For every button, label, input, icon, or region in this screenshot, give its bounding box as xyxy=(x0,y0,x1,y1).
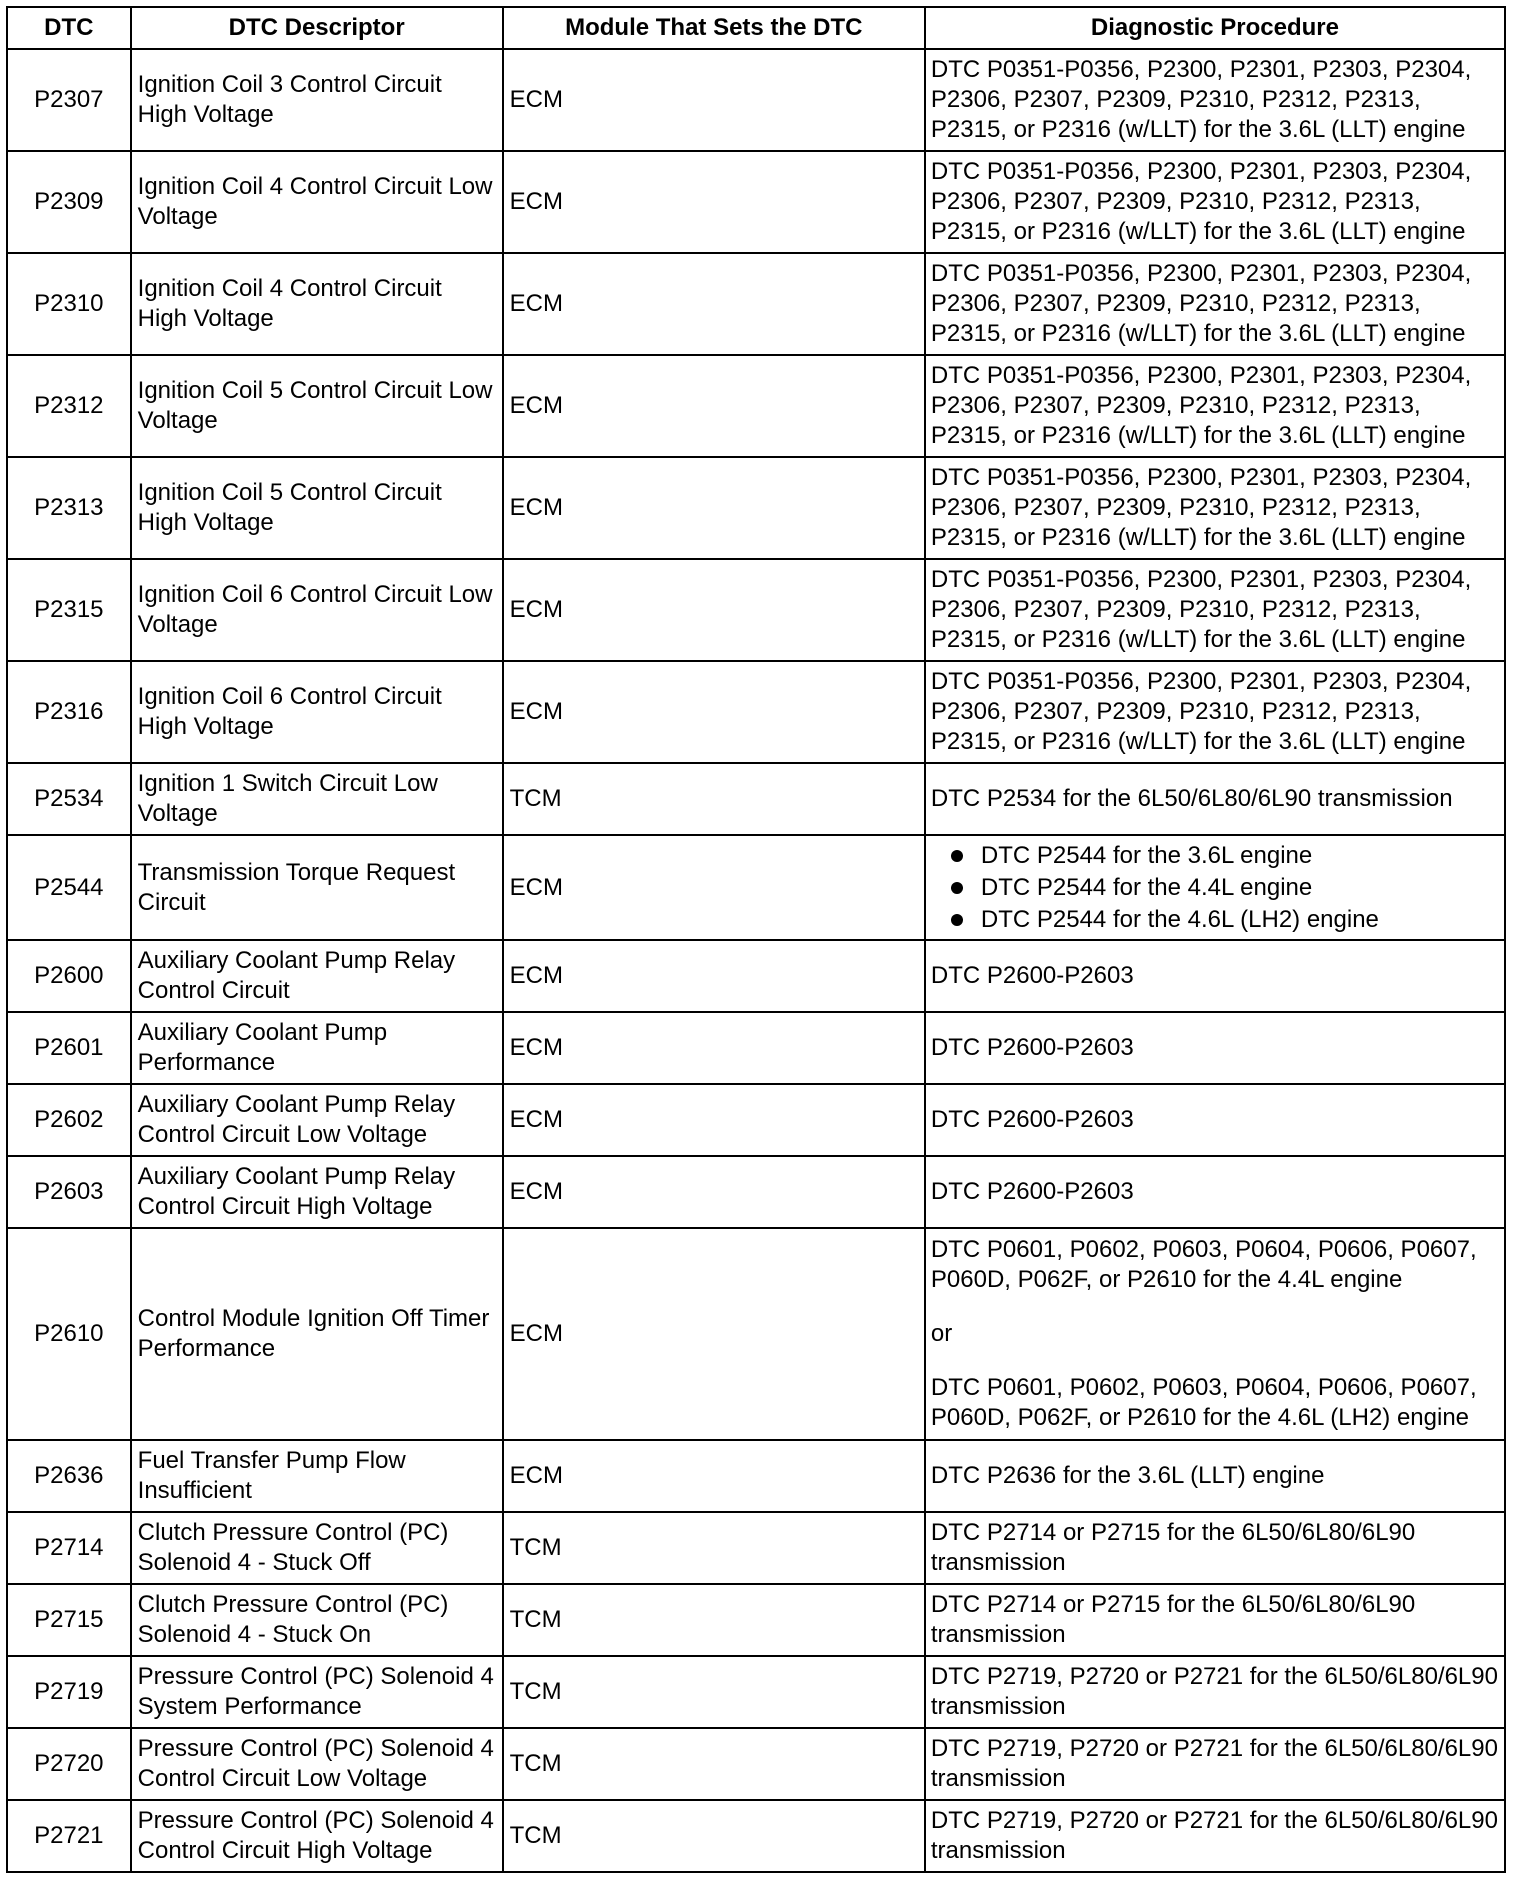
dtc-descriptor: Ignition Coil 3 Control Circuit High Voltage xyxy=(131,49,503,151)
dtc-descriptor: Pressure Control (PC) Solenoid 4 Control Circuit Low Voltage xyxy=(131,1728,503,1800)
dtc-code: P2544 xyxy=(7,835,131,940)
dtc-descriptor: Pressure Control (PC) Solenoid 4 System Performance xyxy=(131,1656,503,1728)
header-module: Module That Sets the DTC xyxy=(503,7,925,49)
table-row xyxy=(7,253,1505,355)
dtc-procedure-link[interactable]: DTC P2600-P2603 xyxy=(925,1156,1505,1228)
dtc-module: ECM xyxy=(503,49,925,151)
dtc-module: ECM xyxy=(503,940,925,1012)
dtc-module: ECM xyxy=(503,1440,925,1512)
dtc-procedure-link[interactable]: DTC P2714 or P2715 for the 6L50/6L80/6L90 transmission xyxy=(925,1512,1505,1584)
table-row xyxy=(7,940,1505,1012)
dtc-module: TCM xyxy=(503,1728,925,1800)
bullet-icon xyxy=(951,882,963,894)
dtc-procedure-link[interactable]: DTC P2719, P2720 or P2721 for the 6L50/6L80/6L90 transmission xyxy=(925,1728,1505,1800)
dtc-procedure-link[interactable]: DTC P2544 for the 3.6L engine xyxy=(980,841,1313,869)
table-row xyxy=(7,1156,1505,1228)
header-procedure: Diagnostic Procedure xyxy=(925,7,1505,49)
dtc-descriptor: Control Module Ignition Off Timer Performance xyxy=(131,1228,503,1440)
dtc-procedure-link[interactable]: DTC P2600-P2603 xyxy=(925,1012,1505,1084)
dtc-module: ECM xyxy=(503,1012,925,1084)
dtc-module: ECM xyxy=(503,457,925,559)
dtc-code: P2714 xyxy=(7,1512,131,1584)
list-item xyxy=(951,872,1500,904)
dtc-procedure-link[interactable]: DTC P2600-P2603 xyxy=(925,1084,1505,1156)
dtc-procedure-link[interactable]: DTC P2544 for the 4.6L (LH2) engine xyxy=(980,905,1379,933)
dtc-code: P2721 xyxy=(7,1800,131,1872)
dtc-descriptor: Ignition Coil 6 Control Circuit High Voltage xyxy=(131,661,503,763)
dtc-procedure-list xyxy=(925,835,1505,940)
procedure-or-text: or xyxy=(930,1320,953,1347)
header-descriptor: DTC Descriptor xyxy=(131,7,503,49)
table-row xyxy=(7,835,1505,940)
bullet-icon xyxy=(951,914,963,926)
header-dtc: DTC xyxy=(7,7,131,49)
dtc-procedure-link[interactable]: DTC P0351-P0356, P2300, P2301, P2303, P2304, P2306, P2307, P2309, P2310, P2312, P2313, P2315, or P2316 (w/LLT) for the 3.6L (LLT) engine xyxy=(925,661,1505,763)
table-row xyxy=(7,49,1505,151)
dtc-module: ECM xyxy=(503,1228,925,1440)
dtc-procedure-link[interactable]: DTC P0351-P0356, P2300, P2301, P2303, P2304, P2306, P2307, P2309, P2310, P2312, P2313, P2315, or P2316 (w/LLT) for the 3.6L (LLT) engine xyxy=(925,151,1505,253)
dtc-module: TCM xyxy=(503,763,925,835)
table-row xyxy=(7,151,1505,253)
dtc-procedure-link[interactable]: DTC P0601, P0602, P0603, P0604, P0606, P0607, P060D, P062F, or P2610 for the 4.4L engine xyxy=(930,1236,1477,1293)
table-row xyxy=(7,559,1505,661)
dtc-descriptor: Ignition 1 Switch Circuit Low Voltage xyxy=(131,763,503,835)
dtc-descriptor: Ignition Coil 5 Control Circuit Low Voltage xyxy=(131,355,503,457)
dtc-module: ECM xyxy=(503,355,925,457)
dtc-module: TCM xyxy=(503,1584,925,1656)
dtc-procedure-link[interactable]: DTC P2534 for the 6L50/6L80/6L90 transmission xyxy=(925,763,1505,835)
table-row xyxy=(7,1012,1505,1084)
spacer xyxy=(931,1295,1500,1319)
dtc-descriptor: Ignition Coil 4 Control Circuit Low Voltage xyxy=(131,151,503,253)
dtc-descriptor: Pressure Control (PC) Solenoid 4 Control Circuit High Voltage xyxy=(131,1800,503,1872)
dtc-module: TCM xyxy=(503,1800,925,1872)
dtc-procedure-link[interactable]: DTC P0351-P0356, P2300, P2301, P2303, P2304, P2306, P2307, P2309, P2310, P2312, P2313, P2315, or P2316 (w/LLT) for the 3.6L (LLT) engine xyxy=(925,559,1505,661)
dtc-descriptor: Auxiliary Coolant Pump Performance xyxy=(131,1012,503,1084)
dtc-table xyxy=(6,6,1506,1873)
table-row xyxy=(7,355,1505,457)
dtc-code: P2719 xyxy=(7,1656,131,1728)
dtc-module: ECM xyxy=(503,1156,925,1228)
dtc-descriptor: Ignition Coil 6 Control Circuit Low Voltage xyxy=(131,559,503,661)
dtc-code: P2715 xyxy=(7,1584,131,1656)
table-row xyxy=(7,1440,1505,1512)
table-row xyxy=(7,1084,1505,1156)
dtc-module: ECM xyxy=(503,151,925,253)
dtc-code: P2603 xyxy=(7,1156,131,1228)
dtc-procedure-link[interactable]: DTC P2719, P2720 or P2721 for the 6L50/6L80/6L90 transmission xyxy=(925,1800,1505,1872)
table-row xyxy=(7,1800,1505,1872)
table-header-row xyxy=(7,7,1505,49)
dtc-descriptor: Ignition Coil 4 Control Circuit High Voltage xyxy=(131,253,503,355)
table-row xyxy=(7,1584,1505,1656)
table-row xyxy=(7,763,1505,835)
dtc-descriptor: Ignition Coil 5 Control Circuit High Voltage xyxy=(131,457,503,559)
dtc-procedure-link[interactable]: DTC P2636 for the 3.6L (LLT) engine xyxy=(925,1440,1505,1512)
spacer xyxy=(931,1349,1500,1373)
dtc-code: P2534 xyxy=(7,763,131,835)
dtc-descriptor: Clutch Pressure Control (PC) Solenoid 4 - Stuck On xyxy=(131,1584,503,1656)
dtc-module: TCM xyxy=(503,1656,925,1728)
dtc-code: P2600 xyxy=(7,940,131,1012)
dtc-procedure-link[interactable]: DTC P0601, P0602, P0603, P0604, P0606, P0607, P060D, P062F, or P2610 for the 4.6L (LH2) engine xyxy=(930,1374,1477,1431)
dtc-procedure-link[interactable]: DTC P2714 or P2715 for the 6L50/6L80/6L90 transmission xyxy=(925,1584,1505,1656)
dtc-descriptor: Auxiliary Coolant Pump Relay Control Circuit Low Voltage xyxy=(131,1084,503,1156)
dtc-module: ECM xyxy=(503,1084,925,1156)
dtc-module: ECM xyxy=(503,559,925,661)
dtc-code: P2310 xyxy=(7,253,131,355)
list-item xyxy=(951,904,1500,936)
dtc-procedure-link[interactable]: DTC P0351-P0356, P2300, P2301, P2303, P2304, P2306, P2307, P2309, P2310, P2312, P2313, P2315, or P2316 (w/LLT) for the 3.6L (LLT) engine xyxy=(925,457,1505,559)
dtc-descriptor: Transmission Torque Request Circuit xyxy=(131,835,503,940)
dtc-table-sheet xyxy=(6,6,1506,1873)
dtc-module: ECM xyxy=(503,661,925,763)
dtc-module: ECM xyxy=(503,835,925,940)
dtc-descriptor: Clutch Pressure Control (PC) Solenoid 4 - Stuck Off xyxy=(131,1512,503,1584)
dtc-procedure-link[interactable]: DTC P0351-P0356, P2300, P2301, P2303, P2304, P2306, P2307, P2309, P2310, P2312, P2313, P2315, or P2316 (w/LLT) for the 3.6L (LLT) engine xyxy=(925,253,1505,355)
dtc-code: P2610 xyxy=(7,1228,131,1440)
table-row xyxy=(7,1512,1505,1584)
dtc-descriptor: Auxiliary Coolant Pump Relay Control Circuit xyxy=(131,940,503,1012)
list-item xyxy=(951,840,1500,872)
dtc-code: P2313 xyxy=(7,457,131,559)
dtc-procedure-link[interactable]: DTC P2600-P2603 xyxy=(925,940,1505,1012)
table-row xyxy=(7,1728,1505,1800)
dtc-descriptor: Fuel Transfer Pump Flow Insufficient xyxy=(131,1440,503,1512)
dtc-code: P2309 xyxy=(7,151,131,253)
dtc-code: P2636 xyxy=(7,1440,131,1512)
dtc-code: P2316 xyxy=(7,661,131,763)
dtc-procedure-group xyxy=(925,1228,1505,1440)
dtc-code: P2312 xyxy=(7,355,131,457)
dtc-module: TCM xyxy=(503,1512,925,1584)
table-row xyxy=(7,457,1505,559)
dtc-code: P2307 xyxy=(7,49,131,151)
table-row xyxy=(7,1228,1505,1440)
bullet-icon xyxy=(951,850,963,862)
dtc-procedure-link[interactable]: DTC P2719, P2720 or P2721 for the 6L50/6L80/6L90 transmission xyxy=(925,1656,1505,1728)
dtc-code: P2602 xyxy=(7,1084,131,1156)
dtc-procedure-link[interactable]: DTC P2544 for the 4.4L engine xyxy=(980,873,1313,901)
dtc-code: P2720 xyxy=(7,1728,131,1800)
dtc-procedure-link[interactable]: DTC P0351-P0356, P2300, P2301, P2303, P2304, P2306, P2307, P2309, P2310, P2312, P2313, P2315, or P2316 (w/LLT) for the 3.6L (LLT) engine xyxy=(925,49,1505,151)
dtc-descriptor: Auxiliary Coolant Pump Relay Control Circuit High Voltage xyxy=(131,1156,503,1228)
table-row xyxy=(7,1656,1505,1728)
dtc-code: P2315 xyxy=(7,559,131,661)
dtc-procedure-link[interactable]: DTC P0351-P0356, P2300, P2301, P2303, P2304, P2306, P2307, P2309, P2310, P2312, P2313, P2315, or P2316 (w/LLT) for the 3.6L (LLT) engine xyxy=(925,355,1505,457)
table-row xyxy=(7,661,1505,763)
dtc-code: P2601 xyxy=(7,1012,131,1084)
dtc-module: ECM xyxy=(503,253,925,355)
